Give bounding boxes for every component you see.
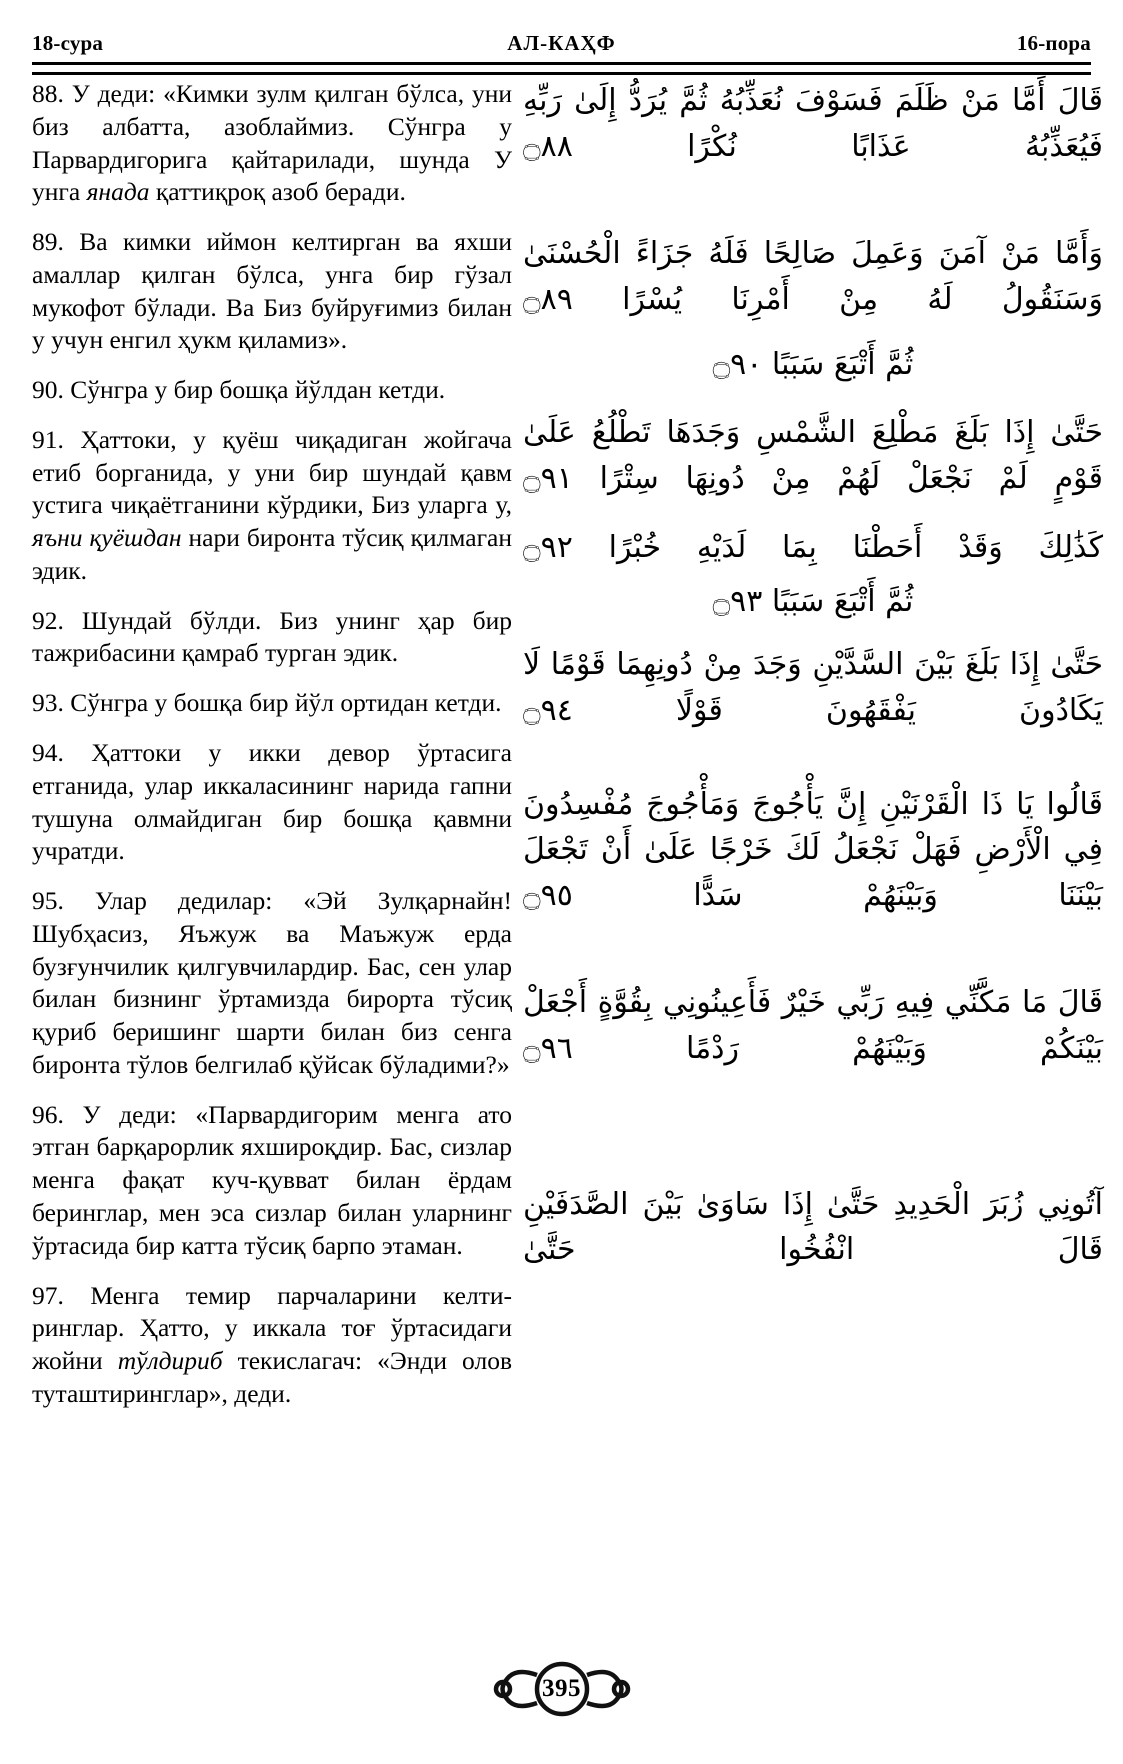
- verse-paragraph-93: 93. Сўнгра у бошқа бир йўл ортидан кетди.: [32, 688, 502, 718]
- page-footer: [0, 1660, 1123, 1718]
- verse-paragraph-89: 89. Ва кимки иймон келтирган ва яхши амаллар қилган бўлса, унга бир гўзал мукофот бўлади. Ва Биз буйруғимиз билан у учун енгил ҳукм қиламиз».: [32, 227, 512, 355]
- page-number-ornament: [467, 1661, 657, 1717]
- verse-paragraph-94: 94. Ҳаттоки у икки девор ўртасига етганида, улар иккаласининг нарида гапни тушуна олмайдиган бир бошқа қавмни учратди.: [32, 738, 512, 866]
- arabic-verse-97: آتُونِي زُبَرَ الْحَدِيدِ حَتَّىٰ إِذَا سَاوَىٰ بَيْنَ الصَّدَفَيْنِ قَالَ انْفُخُوا حَتَّىٰ: [523, 1186, 1103, 1268]
- arabic-verse-96: قَالَ مَا مَكَّنِّي فِيهِ رَبِّي خَيْرٌ فَأَعِينُونِي بِقُوَّةٍ أَجْعَلْ بَيْنَكُمْ وَبَيْنَهُمْ رَدْمًا ۝٩٦: [523, 985, 1103, 1066]
- arabic-verse-89: وَأَمَّا مَنْ آمَنَ وَعَمِلَ صَالِحًا فَلَهُ جَزَاءً الْحُسْنَىٰ وَسَنَقُولُ لَهُ مِنْ أَمْرِنَا يُسْرًا ۝٨٩: [523, 236, 1103, 317]
- header-sura-label: 18-сура: [32, 31, 104, 55]
- arabic-verse-88: قَالَ أَمَّا مَنْ ظَلَمَ فَسَوْفَ نُعَذِّبُهُ ثُمَّ يُرَدُّ إِلَىٰ رَبِّهِ فَيُعَذِّبُهُ عَذَابًا نُكْرًا ۝٨٨: [523, 83, 1103, 164]
- header-sura-name: АЛ-КАҲФ: [507, 31, 616, 55]
- uzbek-translation-column: [32, 78, 512, 1411]
- verse-paragraph-95: 95. Улар дедилар: «Эй Зулқарнайн! Шубҳасиз, Яъжуж ва Маъжуж ерда бузғунчилик қилгувчилардир. Бас, сен улар билан бизнинг ўртамизда бирорта тўсиқ қуриб беришинг шарти билан биз сенга биронта тўлов белгилаб қўйсак бўладими?»: [32, 886, 512, 1079]
- verse-paragraph-96: 96. У деди: «Парвардигорим менга ато этган барқарорлик яхшироқдир. Бас, сизлар менга фақат куч-қувват билан ёрдам беринглар, мен эса сизлар билан уларнинг ўртасида бир катта тўсиқ барпо этаман.: [32, 1099, 512, 1260]
- arabic-verse-94: حَتَّىٰ إِذَا بَلَغَ بَيْنَ السَّدَّيْنِ وَجَدَ مِنْ دُونِهِمَا قَوْمًا لَا يَكَادُونَ يَفْقَهُونَ قَوْلًا ۝٩٤: [523, 647, 1103, 728]
- arabic-text-column: [523, 78, 1103, 1281]
- page-number-text: 395: [542, 1675, 581, 1702]
- header-divider-rule: [32, 62, 1091, 75]
- verse-paragraph-90: 90. Сўнгра у бир бошқа йўлдан кетди.: [32, 375, 446, 405]
- header-juz-label: 16-пора: [1016, 31, 1091, 55]
- verse-paragraph-92: 92. Шундай бўлди. Биз унинг ҳар бир тажрибасини қамраб турган эдик.: [32, 605, 512, 668]
- arabic-verse-92: كَذَٰلِكَ وَقَدْ أَحَطْنَا بِمَا لَدَيْهِ خُبْرًا ۝٩٢: [523, 530, 1103, 566]
- arabic-verse-95: قَالُوا يَا ذَا الْقَرْنَيْنِ إِنَّ يَأْجُوجَ وَمَأْجُوجَ مُفْسِدُونَ فِي الْأَرْضِ فَهَلْ نَجْعَلُ لَكَ خَرْجًا عَلَىٰ أَنْ تَجْعَلَ بَيْنَنَا وَبَيْنَهُمْ سَدًّا ۝٩٥: [523, 786, 1103, 913]
- verse-paragraph-97: 97. Менга темир парчаларини келтиринглар. Ҳатто, у иккала тоғ ўртасидаги жойни тўлдириб текислагач: «Энди олов туташтиринглар», деди.: [32, 1280, 512, 1408]
- arabic-verse-91: حَتَّىٰ إِذَا بَلَغَ مَطْلِعَ الشَّمْسِ وَجَدَهَا تَطْلُعُ عَلَىٰ قَوْمٍ لَمْ نَجْعَلْ لَهُمْ مِنْ دُونِهَا سِتْرًا ۝٩١: [523, 414, 1103, 496]
- verse-paragraph-91: 91. Ҳаттоки, у қуёш чиқадиган жойгача етиб борганида, у уни бир шундай қавм устига чиқаётганини кўрдики, Биз уларга у, яъни қуёшдан нари биронта тўсиқ қилмаган эдик.: [32, 424, 512, 585]
- verse-paragraph-88: 88. У деди: «Кимки зулм қилган бўлса, уни биз албатта, азоблаймиз. Сўнгра у Парвардигорига қайтарилади, шунда У унга янада қаттиқроқ азоб беради.: [32, 79, 512, 207]
- arabic-verse-93: ثُمَّ أَتْبَعَ سَبَبًا ۝٩٣: [712, 583, 914, 619]
- page-header: [32, 26, 1091, 56]
- page-body: [0, 78, 1123, 1634]
- arabic-verse-90: ثُمَّ أَتْبَعَ سَبَبًا ۝٩٠: [712, 347, 914, 383]
